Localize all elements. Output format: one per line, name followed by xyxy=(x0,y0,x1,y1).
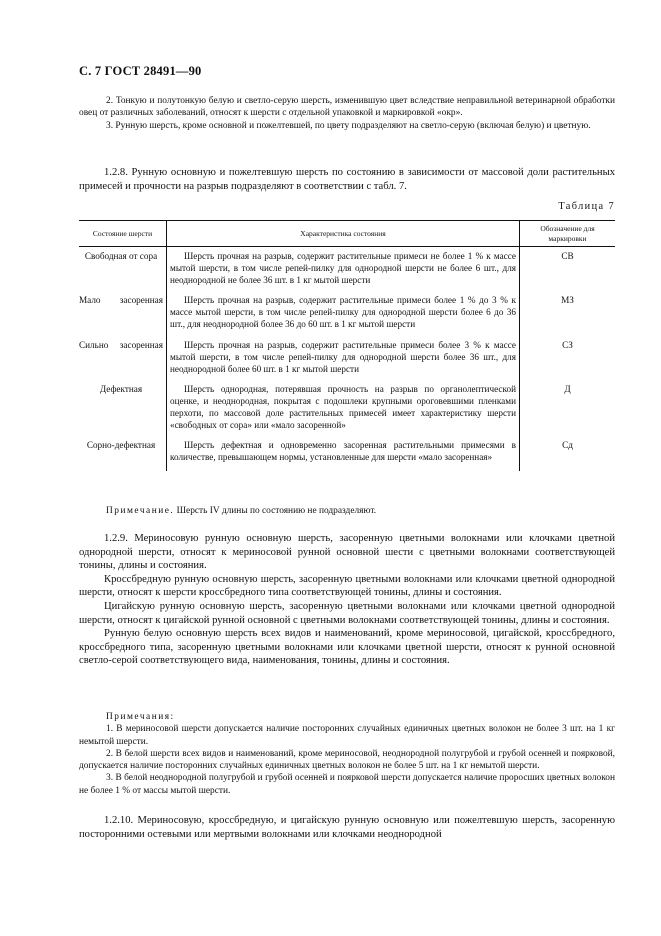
state-name: Мало засоренная xyxy=(79,295,163,306)
note-3: 3. Рунную шерсть, кроме основной и пожелтевшей, по цвету подразделяют на светло-серую (включая белую) и цветную. xyxy=(106,120,591,131)
clause-1-2-10 xyxy=(79,814,615,841)
paragraph: 1.2.8. Рунную основную и пожелтевшую шерсть по состоянию в зависимости от массовой доли растительных примесей и прочности на разрыв подразделяют в соответствии с табл. 7. xyxy=(79,167,615,192)
clause-1-2-8 xyxy=(79,166,615,193)
clause-1-2-9 xyxy=(79,532,615,668)
paragraph: 1.2.10. Мериносовую, кроссбредную, и цигайскую рунную основную или пожелтевшую шерсть, засоренную посторонними остевыми или мертвыми волокнами или клочками неоднородной xyxy=(79,815,615,840)
state-name: Дефектная xyxy=(99,383,143,394)
column-header: Обозначение для маркировки xyxy=(520,221,616,247)
paragraph: Рунную белую основную шерсть всех видов и наименований, кроме мериносовой, цигайской, кроссбредного, кроссбредного типа, засоренную цветными волокнами или клочками цветной шерсти, относят к рунной основной светло-серой соответствующего вида, наименования, тонины, длины и состояния. xyxy=(79,628,615,667)
table-row xyxy=(79,294,615,338)
table-note-label: Примечание. xyxy=(106,506,175,516)
top-notes xyxy=(79,95,615,132)
state-code: СВ xyxy=(520,247,616,295)
table-row xyxy=(79,339,615,383)
note-item: 2. В белой шерсти всех видов и наименований, кроме мериносовой, неоднородной полугрубой и грубой осенней и поярковой, допускается наличие посторонних случайных единичных цветных волокон не более 5 шт. на 1 кг немытой шерсти. xyxy=(79,748,615,772)
bottom-notes xyxy=(79,711,615,797)
page-header: С. 7 ГОСТ 28491—90 xyxy=(79,64,202,78)
state-description: Шерсть прочная на разрыв, содержит растительные примеси более 1 % до 3 % к массе мытой шерсти, в том числе репей-пилку для однородной шерсти более 6 до 36 шт., для неоднородной более 36 до 60 шт. в 1 кг мытой шерсти xyxy=(167,294,520,338)
state-name: Сильно засоренная xyxy=(79,339,163,350)
table-row xyxy=(79,439,615,471)
state-code: МЗ xyxy=(520,294,616,338)
paragraph: Кроссбредную рунную основную шерсть, засоренную цветными волокнами или клочками цветной однородной шерсти, относят к шерсти кроссбредного типа соответствующей тонины, длины и состояния. xyxy=(79,573,615,599)
notes-label: Примечания: xyxy=(106,712,175,722)
state-description: Шерсть прочная на разрыв, содержит растительные примеси более 3 % к массе мытой шерсти, в том числе репей-пилку для однородной шерсти более 36 шт., для неоднородной более 60 шт. в 1 кг мытой шерсти xyxy=(167,339,520,383)
state-code: Д xyxy=(520,383,616,439)
note-2: 2. Тонкую и полутонкую белую и светло-серую шерсть, изменившую цвет вследствие неправильной ветеринарной обработки овец от различных заболеваний, относят к шерсти с отдельной упаковкой и маркировкой «окр». xyxy=(79,96,615,119)
column-header: Состояние шерсти xyxy=(92,228,153,238)
table-row xyxy=(79,383,615,439)
paragraph: Цигайскую рунную основную шерсть, засоренную цветными волокнами или клочками цветной однородной шерсти, относят к цигайской рунной основной с цветными волокнами соответствующей тонины, длины и состояния. xyxy=(79,600,615,626)
paragraph: 1.2.9. Мериносовую рунную основную шерсть, засоренную цветными волокнами или клочками цветной однородной шерсти, относят к мериносовой рунной основной шести с цветными волокнами соответствующей тонины, длины и состояния. xyxy=(79,533,615,572)
table-row xyxy=(79,247,615,295)
note-item: 1. В мериносовой шерсти допускается наличие посторонних случайных единичных цветных волокон не более 3 шт. на 1 кг немытой шерсти. xyxy=(79,724,615,747)
state-code: СЗ xyxy=(520,339,616,383)
state-description: Шерсть прочная на разрыв, содержит растительные примеси не более 1 % к массе мытой шерсти, в том числе репей-пилку для однородной шерсти не более 6 шт., для неоднородной не более 36 шт. в 1 кг мытой шерсти xyxy=(167,247,520,295)
table-7 xyxy=(79,220,615,471)
state-description: Шерсть однородная, потерявшая прочность на разрыв по органолептической оценке, и неоднородная, покрытая с подошлеки крупными ороговевшими пленками перхоти, по массовой доле растительных примесей имеет характеристику шерсти «свободных от сора» или «мало засоренной» xyxy=(167,383,520,439)
state-name: Сорно-дефектная xyxy=(86,440,156,451)
table-note-text: Шерсть IV длины по состоянию не подразделяют. xyxy=(176,506,377,516)
column-header: Характеристика состояния xyxy=(167,221,520,247)
state-code: Сд xyxy=(520,439,616,471)
table-note xyxy=(106,506,376,516)
state-name: Свободная от сора xyxy=(84,251,158,261)
state-description: Шерсть дефектная и одновременно засоренная растительными примесями в количестве, превышающем нормы, установленные для шерсти «мало засоренная» xyxy=(167,439,520,471)
table-label: Таблица 7 xyxy=(558,201,615,212)
note-item: 3. В белой неоднородной полугрубой и грубой осенней и поярковой шерсти допускается наличие проросших цветных волокон не более 1 % от массы мытой шерсти. xyxy=(79,773,615,796)
